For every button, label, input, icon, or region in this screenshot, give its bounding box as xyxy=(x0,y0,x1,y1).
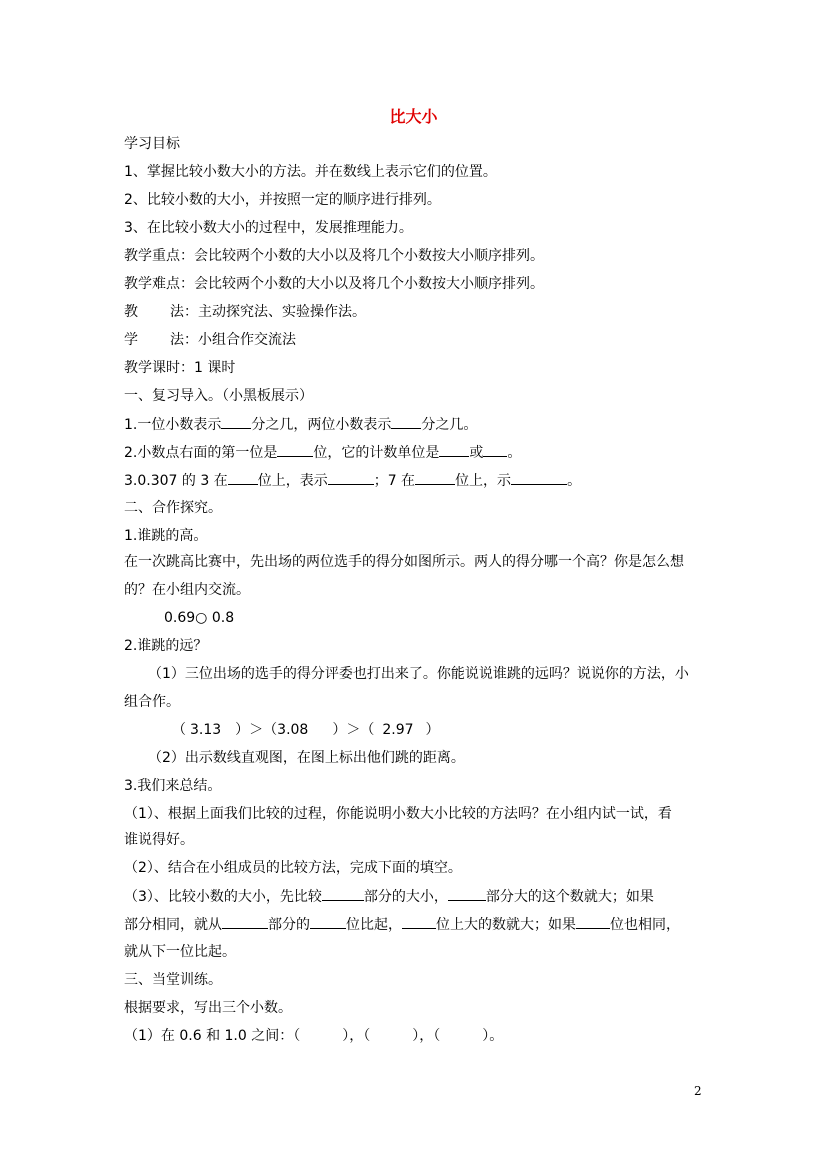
class-hours: 教学课时：1 课时 xyxy=(124,360,236,376)
review-question-3 xyxy=(124,470,581,491)
order-paren: ） xyxy=(425,722,440,738)
order-gt: ）＞（ xyxy=(332,722,375,738)
q3-text: 部分相同，就从 xyxy=(124,917,222,933)
summary-q3-line2 xyxy=(124,914,680,935)
teach-method xyxy=(124,302,366,322)
order-paren: （ xyxy=(172,722,186,738)
teach-method-label: 教 xyxy=(124,304,138,320)
q2-part-a: 2.小数点右面的第一位是 xyxy=(124,445,278,461)
blank xyxy=(322,886,364,901)
blank xyxy=(391,414,421,429)
blank xyxy=(277,442,313,457)
problem2-order xyxy=(172,720,440,740)
practice-instruction: 根据要求，写出三个小数。 xyxy=(124,1000,292,1016)
q3-text: 位也相同， xyxy=(610,917,680,933)
problem3-title: 3.我们来总结。 xyxy=(124,778,222,794)
objective-1: 1、掌握比较小数大小的方法。并在数线上表示它们的位置。 xyxy=(124,164,497,180)
summary-q2: （2）、结合在小组成员的比较方法，完成下面的填空。 xyxy=(124,860,462,876)
order-value-1: 3.13 xyxy=(190,722,222,738)
problem1-title: 1.谁跳的高。 xyxy=(124,528,208,544)
q2-part-d: 。 xyxy=(507,445,522,461)
section3-heading: 三、当堂训练。 xyxy=(124,972,222,988)
summary-q3-line1 xyxy=(124,886,654,907)
objective-3: 3、在比较小数大小的过程中，发展推理能力。 xyxy=(124,220,413,236)
problem1-text-a: 在一次跳高比赛中，先出场的两位选手的得分如图所示。两人的得分哪一个高？你是怎么想 xyxy=(124,554,684,570)
q3-part-d: 位上，示 xyxy=(455,473,512,489)
teach-method-text: 法：主动探究法、实验操作法。 xyxy=(170,304,366,320)
q3-part-b: 位上，表示 xyxy=(257,473,328,489)
order-value-3: 2.97 xyxy=(382,722,414,738)
blank xyxy=(221,414,251,429)
blank xyxy=(576,914,610,929)
page-number: 2 xyxy=(694,1084,702,1098)
summary-q1-b: 谁说得好。 xyxy=(124,832,194,848)
review-question-1 xyxy=(124,414,477,435)
summary-q3-line3: 就从下一位比起。 xyxy=(124,944,236,960)
section2-heading: 二、合作探究。 xyxy=(124,500,222,516)
learn-method xyxy=(124,330,296,350)
order-value-2: 3.08 xyxy=(277,722,309,738)
q1-part-c: 分之几。 xyxy=(421,417,478,433)
summary-q1-a: （1）、根据上面我们比较的过程，你能说明小数大小比较的方法吗？在小组内试一试，看 xyxy=(124,806,672,822)
problem1-compare: 0.69○ 0.8 xyxy=(164,610,235,626)
practice-question-1: （1）在 0.6 和 1.0 之间：（ ），（ ），（ ）。 xyxy=(124,1028,504,1044)
q3-text: 位上大的数就大；如果 xyxy=(436,917,576,933)
problem1-text-b: 的？在小组内交流。 xyxy=(124,582,250,598)
blank xyxy=(511,470,567,485)
q1-part-b: 分之几，两位小数表示 xyxy=(251,417,392,433)
blank xyxy=(222,914,268,929)
review-question-2 xyxy=(124,442,521,463)
difficulty: 教学难点：会比较两个小数的大小以及将几个小数按大小顺序排列。 xyxy=(124,276,544,292)
q3-text: （3）、比较小数的大小，先比较 xyxy=(124,889,322,905)
document-title: 比大小 xyxy=(389,107,438,126)
problem2-title: 2.谁跳的远？ xyxy=(124,638,208,654)
learn-method-text: 法：小组合作交流法 xyxy=(170,332,296,348)
q3-text: 部分的大小， xyxy=(363,889,448,905)
q2-part-c: 或 xyxy=(469,445,484,461)
blank xyxy=(328,470,374,485)
q3-text: 部分大的这个数就大；如果 xyxy=(485,889,654,905)
q3-text: 部分的 xyxy=(268,917,310,933)
section1-heading: 一、复习导入。（小黑板展示） xyxy=(124,388,313,404)
key-point: 教学重点：会比较两个小数的大小以及将几个小数按大小顺序排列。 xyxy=(124,248,544,264)
q1-part-a: 1.一位小数表示 xyxy=(124,417,222,433)
blank xyxy=(228,470,258,485)
objectives-heading: 学习目标 xyxy=(124,136,180,152)
problem2-text-a: （1）三位出场的选手的得分评委也打出来了。你能说说谁跳的远吗？说说你的方法，小 xyxy=(148,666,689,682)
blank xyxy=(483,442,507,457)
blank xyxy=(448,886,486,901)
q3-part-a: 3.0.307 的 3 在 xyxy=(124,473,228,489)
order-gt: ）＞（ xyxy=(235,722,278,738)
q3-text: 位比起， xyxy=(346,917,402,933)
q3-part-e: 。 xyxy=(567,473,582,489)
blank xyxy=(415,470,455,485)
blank xyxy=(439,442,469,457)
q3-part-c: ；7 在 xyxy=(373,473,416,489)
learn-method-label: 学 xyxy=(124,332,138,348)
blank xyxy=(310,914,346,929)
blank xyxy=(402,914,436,929)
objective-2: 2、比较小数的大小，并按照一定的顺序进行排列。 xyxy=(124,192,441,208)
q2-part-b: 位，它的计数单位是 xyxy=(313,445,440,461)
problem2-text-b: 组合作。 xyxy=(124,694,180,710)
problem2-step2: （2）出示数线直观图，在图上标出他们跳的距离。 xyxy=(148,750,465,766)
